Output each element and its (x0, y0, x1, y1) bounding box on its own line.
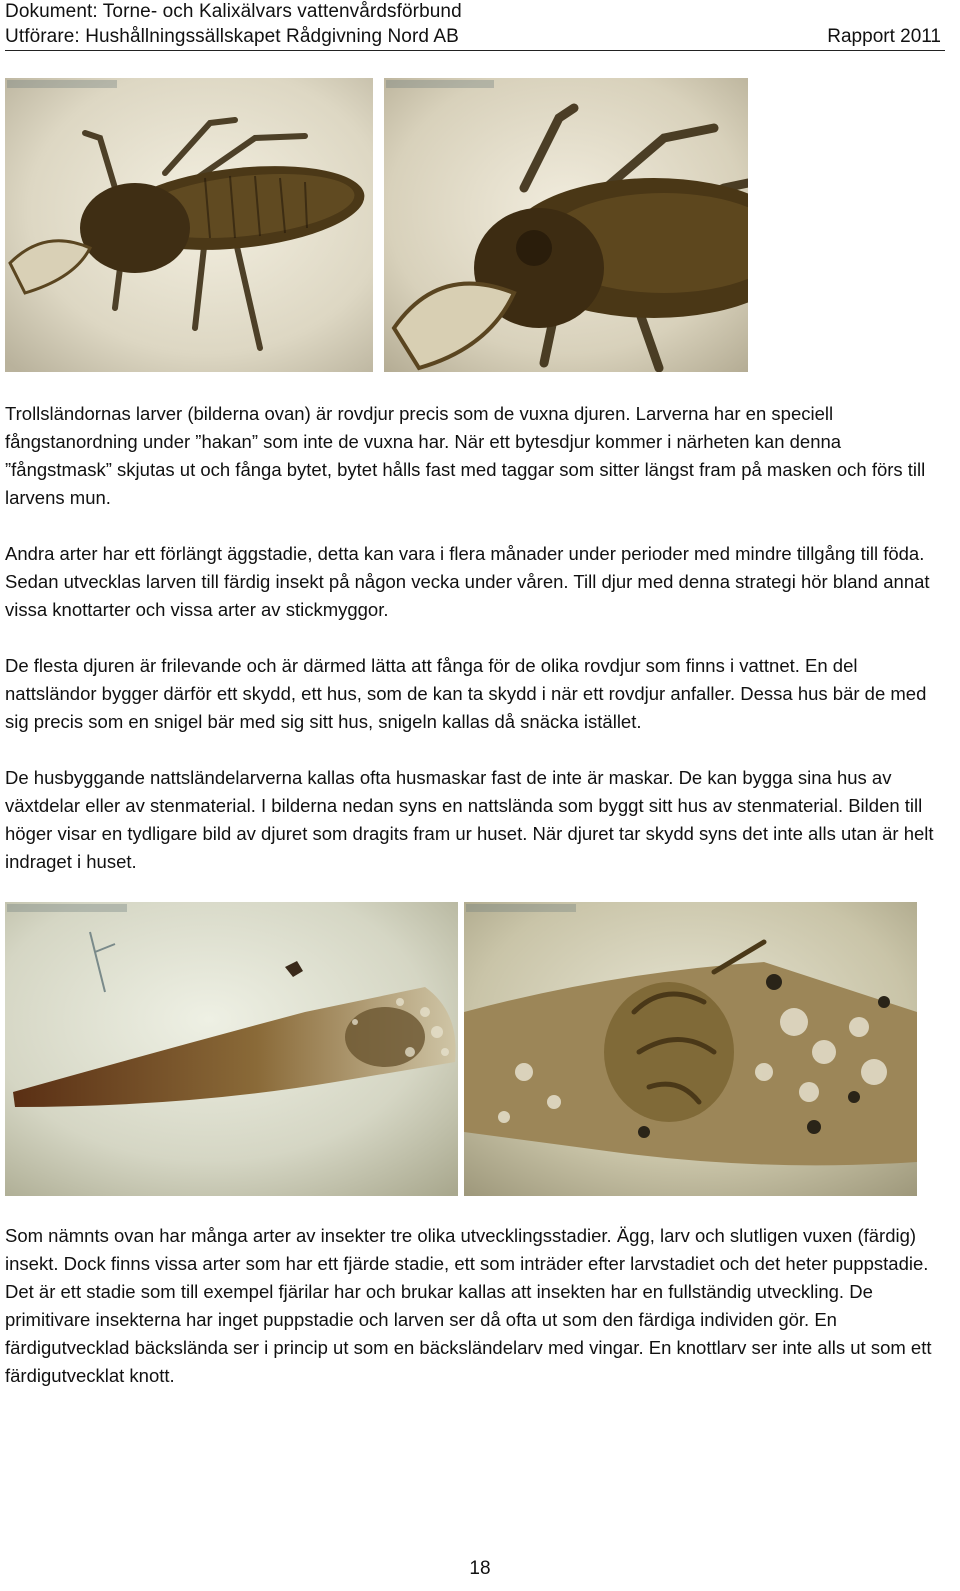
dragonfly-larva-photo-right (384, 78, 748, 372)
paragraph-caddisfly-cases: De husbyggande nattsländelarverna kallas ofta husmaskar fast de inte är maskar. De kan bygga sina hus av växtdelar eller av stenmaterial. I bilderna nedan syns en nattslända som byggt sitt hus av stenmaterial. Bilden till höger visar en tydligare bild av djuret som dragits fram ur huset. När djuret tar skydd syns det inte alls utan är helt indraget i huset. (5, 767, 934, 872)
dragonfly-larva-photo-left (5, 78, 373, 372)
paragraph-egg-stage: Andra arter har ett förlängt äggstadie, detta kan vara i flera månader under perioder med mindre tillgång till föda. Sedan utvecklas larven till färdig insekt på någon vecka under våren. Till djur med denna strategi hör bland annat vissa knottarter och vissa arter av stickmyggor. (5, 543, 930, 620)
caddisfly-larva-photo-right (464, 902, 917, 1196)
page-number: 18 (469, 1558, 491, 1579)
paragraph-free-living: De flesta djuren är frilevande och är därmed lätta att fånga för de olika rovdjur som finns i vattnet. En del nattsländor bygger därför ett skydd, ett hus, som de kan ta skydd i när ett rovdjur anfaller. Dessa hus bär de med sig precis som en snigel bär med sig sitt hus, snigeln kallas då snäcka istället. (5, 655, 927, 732)
paragraph-dragonfly-larvae: Trollsländornas larver (bilderna ovan) är rovdjur precis som de vuxna djuren. Larverna har en speciell fångstanordning under ”hakan” som inte de vuxna har. När ett bytesdjur kommer i närheten kan denna ”fångstmask” skjutas ut och fånga bytet, bytet hålls fast med taggar som sitter längst fram på masken och förs till larvens mun. (5, 403, 926, 508)
document-title: Dokument: Torne- och Kalixälvars vattenvårdsförbund (5, 1, 462, 22)
caddisfly-case-photo-left (5, 902, 458, 1196)
paragraph-development-stages: Som nämnts ovan har många arter av insekter tre olika utvecklingsstadier. Ägg, larv och slutligen vuxen (färdig) insekt. Dock finns vissa arter som har ett fjärde stadie, ett som inträder efter larvstadiet och det heter puppstadie. Det är ett stadie som till exempel fjärilar har och brukar kallas att insekten har en fullständig utveckling. De primitivare insekterna har inget puppstadie och larven ser då ofta ut som den färdiga individen gör. En färdigutvecklad bäckslända ser i princip ut som en bäcksländelarv med vingar. En knottlarv ser inte alls ut som ett färdigutvecklat knott. (5, 1225, 932, 1386)
page-header (5, 0, 945, 51)
executor-line: Utförare: Hushållningssällskapet Rådgivning Nord AB (5, 26, 459, 47)
report-label: Rapport 2011 (827, 26, 941, 47)
